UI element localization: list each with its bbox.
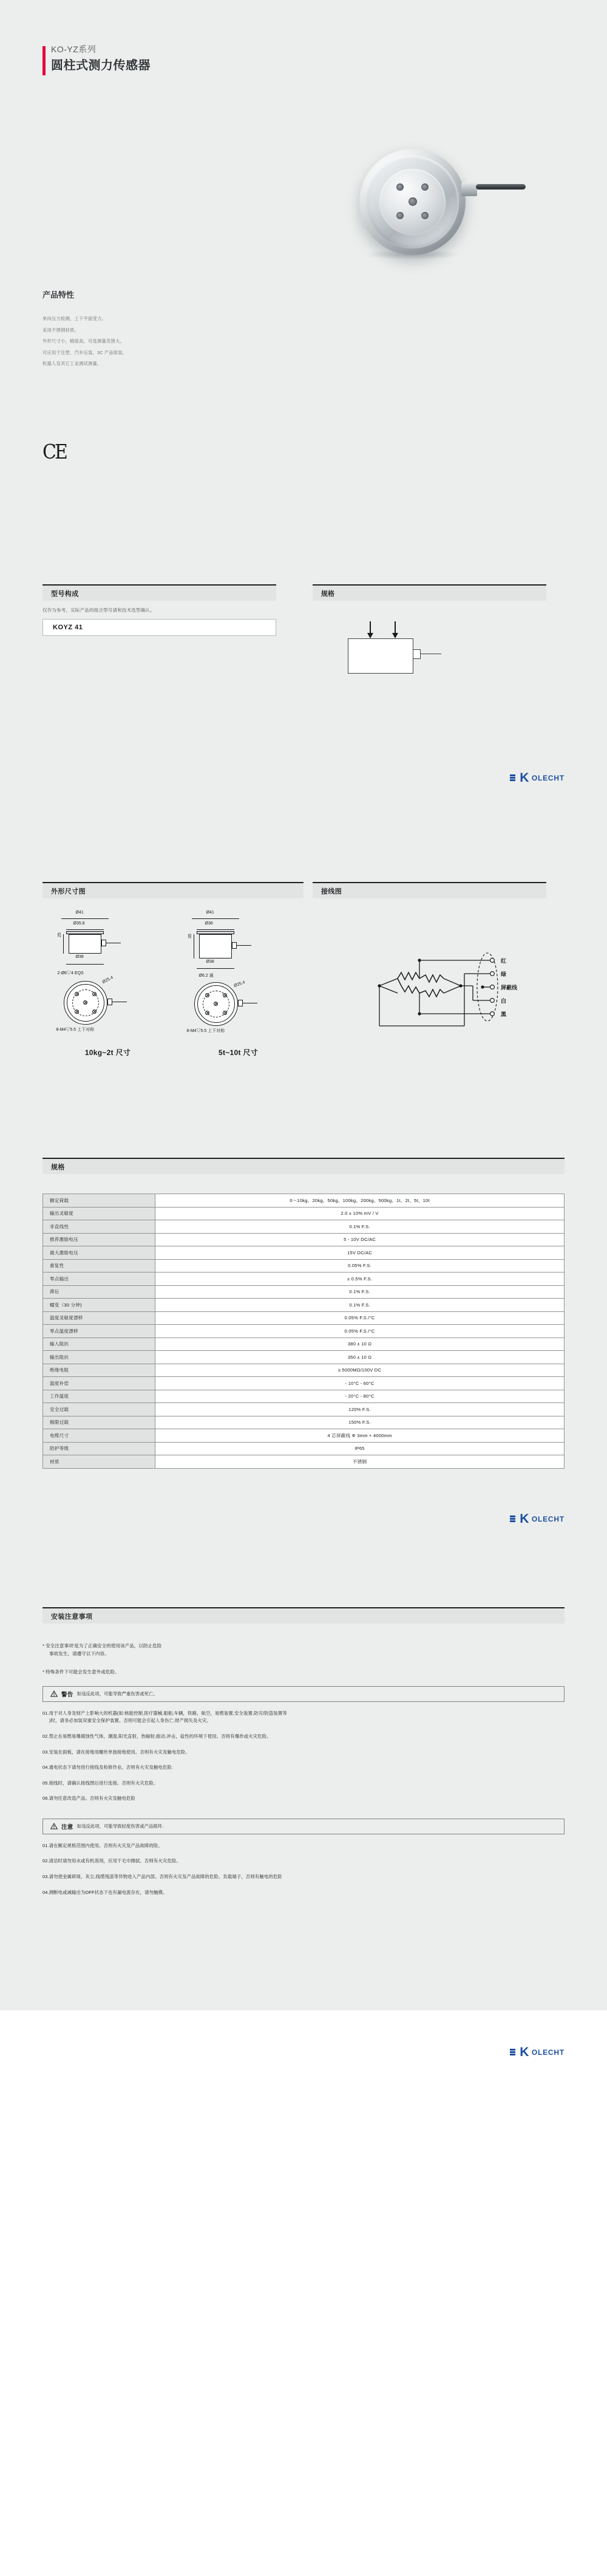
- model-subtitle: 仅作为参考，实际产品的组合型号请和技术选型确认。: [42, 607, 155, 613]
- table-row: [43, 1403, 565, 1416]
- table-row: [43, 1207, 565, 1220]
- notes-block: [42, 1607, 565, 1896]
- mounting-hole-icon: [421, 212, 429, 219]
- dim-line: [61, 918, 109, 919]
- caution-triangle-icon: [50, 1823, 58, 1830]
- table-row: [43, 1377, 565, 1390]
- caution-item: 02.清洁时请勿用水或有机溶剂，应用干毛巾擦拭。否则有火灾危险。: [42, 1858, 181, 1864]
- hero-section: [0, 0, 607, 535]
- dim-line: [197, 929, 234, 930]
- caution-item: 03.请勿使金属碎屑，灰尘,线缆残渣等异物进入产品内部。否则有火灾及产品故障的危险。负载端子，否则有触电的危险: [42, 1874, 282, 1880]
- feature-item: 采用不锈钢材质。: [42, 327, 79, 333]
- table-row: [43, 1338, 565, 1351]
- dim-hole-note: 2-Ø6▽4 EQS: [57, 971, 84, 975]
- spec-value: 5 - 10V DC/AC: [155, 1233, 565, 1246]
- product-photo: [335, 131, 529, 276]
- spec-label: 防护等级: [43, 1442, 155, 1455]
- dimensions-heading-bar: [42, 882, 304, 898]
- spec-value: IP65: [155, 1442, 565, 1455]
- bolt-hole-icon: [92, 992, 97, 996]
- table-row: [43, 1194, 565, 1208]
- spec-value: - 20°C - 80°C: [155, 1390, 565, 1403]
- brand-logo: [510, 1512, 565, 1525]
- spec-label: 额定荷载: [43, 1194, 155, 1208]
- preview-body: [348, 638, 413, 674]
- spec-label: 输出阻抗: [43, 1351, 155, 1364]
- spec-value: 2.0 ± 10% mV / V: [155, 1207, 565, 1220]
- warning-item: 03.安装在面板，请在接地用螺丝单独接地使用。否则有火灾及触电危险。: [42, 1749, 190, 1755]
- model-code: KOYZ 41: [53, 624, 83, 631]
- caution-item: 04.测断电或减输出为OFF状态下也有漏电流存在，请勿触摸。: [42, 1889, 168, 1895]
- load-cell-face: [379, 169, 446, 235]
- table-row: [43, 1233, 565, 1246]
- table-row: [43, 1442, 565, 1455]
- feature-item: 可应用于注塑、汽车压装、3C 产品组装、: [42, 349, 127, 355]
- model-section: [0, 535, 607, 863]
- notes-lead: [42, 1642, 565, 1676]
- dim-pcd: Ø25.4: [232, 980, 246, 989]
- dimensions-section: [0, 863, 607, 1136]
- table-row: [43, 1273, 565, 1286]
- page-title: 圆柱式测力传感器: [51, 58, 151, 72]
- table-row: [43, 1299, 565, 1312]
- spec-label: 极限过载: [43, 1416, 155, 1429]
- spec-value: 0.1% F.S.: [155, 1285, 565, 1299]
- center-hole-icon: [83, 1000, 87, 1005]
- brand-mark: K: [520, 1512, 529, 1526]
- dim-pcd: Ø25.4: [101, 975, 114, 985]
- dim-line: [192, 918, 239, 919]
- wiring-diagram: [313, 909, 546, 1092]
- wire-label-black: 黑: [501, 1011, 507, 1017]
- dimension-block: [42, 882, 304, 1092]
- body-elevation: [69, 934, 101, 954]
- spec-label: 温度补偿: [43, 1377, 155, 1390]
- table-row: [43, 1416, 565, 1429]
- spec-value: 4 芯屏蔽线 Φ 3mm × 4000mm: [155, 1429, 565, 1443]
- load-cell-body: [359, 149, 466, 255]
- spec-label: 电缆尺寸: [43, 1429, 155, 1443]
- warning-item: 04.通电状态下请勿进行接线及检修作业。否则有火灾及触电危险.: [42, 1765, 173, 1771]
- caution-title: 注意: [61, 1823, 73, 1831]
- preview-heading-bar: [313, 584, 546, 601]
- dim-height: 25: [57, 932, 62, 937]
- gland-elevation: [101, 940, 106, 946]
- dim-line: [63, 934, 64, 954]
- table-row: [43, 1351, 565, 1364]
- brand-logo: [510, 771, 565, 784]
- dimension-caption-small: 10kg~2t 尺寸: [84, 1048, 131, 1057]
- spec-value: 15V DC/AC: [155, 1246, 565, 1260]
- spec-value: 0.05% F.S./°C: [155, 1325, 565, 1338]
- mounting-hole-icon: [421, 183, 429, 191]
- ce-mark-icon: CE: [42, 440, 66, 464]
- brand-mark: K: [520, 771, 529, 785]
- specifications-heading-bar: [42, 1158, 565, 1174]
- title-accent-bar: [42, 46, 46, 75]
- plan-gland: [107, 999, 112, 1005]
- brand-bars-icon: [510, 1515, 515, 1522]
- notes-section: [0, 1585, 607, 2011]
- bolt-hole-icon: [205, 1011, 209, 1015]
- table-row: [43, 1220, 565, 1234]
- load-arrow-stem: [370, 621, 371, 634]
- brand-word: OLECHT: [531, 1514, 565, 1523]
- spec-value: 120% F.S.: [155, 1403, 565, 1416]
- spec-label: 重复性: [43, 1259, 155, 1273]
- dim-line: [197, 968, 234, 969]
- brand-logo: [510, 2046, 565, 2058]
- mounting-hole-icon: [396, 183, 404, 191]
- wiring-heading: 接线图: [321, 887, 342, 895]
- load-arrow-icon: [392, 633, 398, 638]
- model-heading: 型号构成: [51, 590, 79, 598]
- dimension-drawings: [42, 909, 304, 1092]
- wiring-heading-bar: [313, 882, 546, 898]
- spec-label: 材质: [43, 1455, 155, 1469]
- spec-label: 推荐激励电压: [43, 1233, 155, 1246]
- spec-value: ≥ 5000MΩ/100V DC: [155, 1364, 565, 1377]
- wire-label-shield: 屏蔽线: [501, 985, 518, 991]
- spec-label: 输入阻抗: [43, 1338, 155, 1351]
- feature-item: 机器人及其它工业测试测量。: [42, 361, 102, 367]
- wire-label-red: 红: [501, 958, 507, 964]
- dim-base-diameter: Ø38: [75, 955, 84, 959]
- spec-label: 安全过载: [43, 1403, 155, 1416]
- table-row: [43, 1246, 565, 1260]
- spec-label: 零点温度漂移: [43, 1325, 155, 1338]
- dim-height: 35: [188, 934, 192, 938]
- features-heading: 产品特性: [42, 290, 75, 299]
- preview-drawing: [313, 621, 546, 700]
- spec-value: 不锈钢: [155, 1455, 565, 1469]
- body-elevation: [199, 934, 232, 958]
- spec-value: - 10°C - 60°C: [155, 1377, 565, 1390]
- center-hole-icon: [409, 197, 417, 206]
- table-row: [43, 1311, 565, 1325]
- notes-heading-bar: [42, 1607, 565, 1624]
- warning-items: [42, 1710, 565, 1803]
- spec-label: 最大激励电压: [43, 1246, 155, 1260]
- dimensions-heading: 外形尺寸图: [51, 887, 86, 895]
- table-row: [43, 1259, 565, 1273]
- model-heading-bar: [42, 584, 276, 601]
- bolt-hole-icon: [223, 993, 227, 997]
- footer-section: [0, 2011, 607, 2096]
- preview-heading: 规格: [321, 590, 334, 598]
- specifications-section: [0, 1136, 607, 1585]
- preview-block: [313, 584, 546, 700]
- caution-item: 01.请在额定规格范围内使用。否则有火灾及产品故障的险。: [42, 1842, 163, 1848]
- spec-label: 绝缘电阻: [43, 1364, 155, 1377]
- plan-gland: [238, 1000, 243, 1006]
- spec-value: 350 ± 10 Ω: [155, 1351, 565, 1364]
- preview-gland: [413, 649, 421, 659]
- specifications-table: [42, 1194, 565, 1469]
- load-arrow-icon: [367, 633, 373, 638]
- model-block: [42, 584, 276, 636]
- bolt-hole-icon: [75, 992, 79, 996]
- feature-item: 单向压力检测，上下平面受力。: [42, 316, 106, 321]
- table-row: [43, 1325, 565, 1338]
- bolt-hole-icon: [223, 1011, 227, 1015]
- dim-base-diameter: Ø38: [206, 960, 214, 964]
- table-row: [43, 1390, 565, 1403]
- wiring-block: [313, 882, 546, 1092]
- caution-box: [42, 1819, 565, 1834]
- feature-item: 外形尺寸小，精度高，可选测量范围大。: [42, 338, 124, 344]
- bolt-hole-icon: [92, 1010, 97, 1014]
- dimension-caption-large: 5t~10t 尺寸: [218, 1048, 259, 1057]
- warning-desc: 如违反此项，可能导致严重伤害或死亡。: [76, 1691, 158, 1697]
- table-row: [43, 1364, 565, 1377]
- dimension-drawing-large: [173, 909, 304, 1092]
- spec-value: 0.05% F.S.: [155, 1259, 565, 1273]
- warning-triangle-icon: [50, 1690, 58, 1697]
- dimension-drawing-small: [42, 909, 173, 1092]
- dim-line: [66, 929, 104, 930]
- dim-line: [66, 964, 104, 965]
- series-name: KO-YZ系列: [51, 44, 97, 54]
- brand-word: OLECHT: [531, 2048, 565, 2057]
- spec-value: ± 0.5% F.S.: [155, 1273, 565, 1286]
- cable-gland: [461, 183, 477, 196]
- dim-outer-diameter: Ø41: [206, 910, 214, 915]
- warning-item: 02.禁止在易燃易爆腐蚀性气体，潮湿,阳光直射，热辐射,振动,冲击，盐性的环境下使用。否则有爆炸或火灾危险。: [42, 1734, 271, 1739]
- spec-value: 0.05% F.S./°C: [155, 1311, 565, 1325]
- brand-bars-icon: [510, 774, 515, 781]
- bolt-hole-icon: [75, 1010, 79, 1014]
- spec-value: 380 ± 10 Ω: [155, 1338, 565, 1351]
- spec-label: 工作温度: [43, 1390, 155, 1403]
- dim-thread-note: 8-M4▽5.5 上下对称: [56, 1028, 95, 1032]
- dim-outer-diameter: Ø41: [75, 910, 84, 915]
- spec-value: 0.1% F.S.: [155, 1220, 565, 1234]
- load-arrow-stem: [395, 621, 396, 634]
- warning-item: 05.接线时，请确认接线图后进行连接。否则有火灾危险。: [42, 1780, 158, 1786]
- dim-flange-diameter: Ø35.8: [73, 921, 85, 926]
- warning-box: [42, 1686, 565, 1702]
- specifications-table-body: [43, 1194, 565, 1469]
- bolt-hole-icon: [205, 993, 209, 997]
- model-code-box: [42, 619, 276, 636]
- warning-item: [42, 1710, 565, 1725]
- spec-label: 零点输出: [43, 1273, 155, 1286]
- notes-lead-line-3: * 特殊条件下可能会发生意外或危险。: [42, 1669, 120, 1675]
- dim-flange-diameter: Ø36: [205, 921, 213, 926]
- output-cable: [476, 184, 526, 190]
- spec-value: 150% F.S.: [155, 1416, 565, 1429]
- wire-label-green: 绿: [501, 971, 507, 977]
- table-row: [43, 1455, 565, 1469]
- cable-elevation: [237, 945, 251, 946]
- spec-value: 0～10kg、20kg、50kg、100kg、200kg、500kg、1t、2t、5t、10t: [155, 1194, 565, 1208]
- title-block: [42, 44, 151, 73]
- warning-title: 警告: [61, 1691, 73, 1698]
- caution-items: [42, 1842, 565, 1896]
- warning-item-text-cont: )时，请务必加装双重安全保护装置。否则可能会引起人身伤亡,财产损失及火灾。: [49, 1718, 211, 1724]
- brand-bars-icon: [510, 2049, 515, 2055]
- features-block: [42, 289, 225, 370]
- spec-label: 滞后: [43, 1285, 155, 1299]
- wire-label-white: 白: [501, 998, 507, 1004]
- spec-label: 输出灵敏度: [43, 1207, 155, 1220]
- table-row: [43, 1285, 565, 1299]
- center-hole-icon: [214, 1002, 218, 1006]
- spec-label: 非直线性: [43, 1220, 155, 1234]
- spec-label: 温度灵敏度漂移: [43, 1311, 155, 1325]
- dim-hole-note: Ø6.2 通: [198, 974, 214, 978]
- notes-lead-line-1: * 安全注意事项'是为了正确安全的使用该产品，以防止危险: [42, 1643, 162, 1648]
- brand-word: OLECHT: [531, 773, 565, 782]
- load-cell-rim: [366, 155, 459, 248]
- warning-item-text: 01.用于对人身及财产上影响大的机器(如:核能控制,医疗器械,船舶,车辆，铁路，航空，易燃装置,安全装置,防灾/防盗装置等: [42, 1710, 287, 1716]
- warning-item: 06.请勿任意改造产品。否则有火灾及触电危险: [42, 1795, 135, 1802]
- specifications-heading: 规格: [51, 1163, 65, 1171]
- brand-mark: K: [520, 2045, 529, 2059]
- caution-desc: 如违反此项，可能导致轻度伤害或产品损坏.: [76, 1823, 164, 1830]
- dim-thread-note: 8-M4▽5.5 上下对称: [186, 1029, 225, 1033]
- spec-label: 蠕变（30 分钟): [43, 1299, 155, 1312]
- notes-heading: 安装注意事项: [51, 1613, 93, 1621]
- gland-elevation: [232, 942, 237, 949]
- table-row: [43, 1429, 565, 1443]
- notes-lead-line-2: 事故发生，请遵守以下内容。: [49, 1651, 109, 1657]
- mounting-hole-icon: [396, 212, 404, 219]
- specifications-block: [42, 1158, 565, 1469]
- spec-value: 0.1% F.S.: [155, 1299, 565, 1312]
